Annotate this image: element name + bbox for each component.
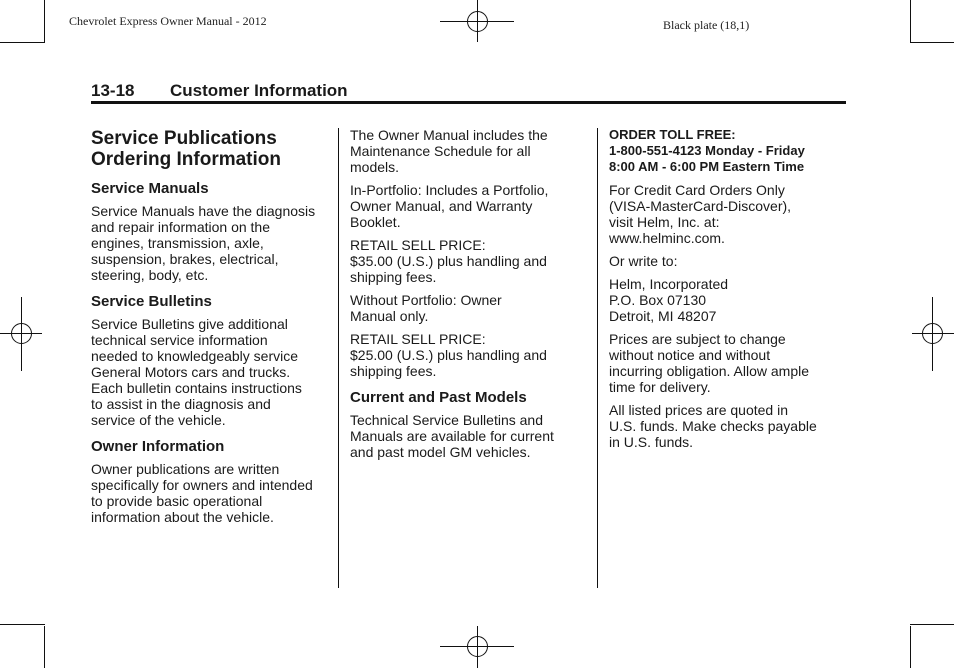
paragraph: Or write to: (609, 253, 678, 269)
crop-mark (910, 626, 911, 668)
crop-mark (44, 0, 45, 42)
paragraph: For Credit Card Orders Only (VISA-MasterCard-Discover), visit Helm, Inc. at: www.helminc.com. (609, 182, 792, 246)
paragraph: The Owner Manual includes the Maintenance Schedule for all models. (350, 127, 548, 175)
print-header-left: Chevrolet Express Owner Manual - 2012 (69, 14, 267, 28)
section-number: 13-18 (91, 81, 135, 100)
section-rule (91, 101, 846, 104)
paragraph: Without Portfolio: Owner Manual only. (350, 292, 502, 324)
crop-mark (0, 42, 45, 43)
paragraph: All listed prices are quoted in U.S. funds. Make checks payable in U.S. funds. (609, 402, 817, 450)
column-divider (597, 128, 598, 588)
paragraph: RETAIL SELL PRICE: $35.00 (U.S.) plus handling and shipping fees. (350, 237, 547, 285)
paragraph: Service Manuals have the diagnosis and repair information on the engines, transmission, axle, suspension, brakes, electrical, steering, body, etc. (91, 203, 316, 283)
page-title: Service Publications Ordering Information (91, 128, 281, 170)
subheading-owner-information: Owner Information (91, 438, 225, 455)
subheading-service-bulletins: Service Bulletins (91, 293, 212, 310)
mailing-address: Helm, Incorporated P.O. Box 07130 Detroit, MI 48207 (609, 276, 729, 324)
order-toll-free: ORDER TOLL FREE: 1-800-551-4123 Monday - Friday 8:00 AM - 6:00 PM Eastern Time (609, 127, 805, 174)
paragraph: Technical Service Bulletins and Manuals are available for current and past model GM vehicles. (350, 412, 554, 460)
paragraph: Service Bulletins give additional technical service information needed to knowledgeably service General Motors cars and trucks. Each bulletin contains instructions to assist in the diagnosis and service of the vehicle. (91, 316, 302, 428)
subheading-current-past-models: Current and Past Models (350, 389, 527, 406)
paragraph: RETAIL SELL PRICE: $25.00 (U.S.) plus handling and shipping fees. (350, 331, 547, 379)
column-3 (609, 127, 845, 457)
paragraph: In-Portfolio: Includes a Portfolio, Owner Manual, and Warranty Booklet. (350, 182, 549, 230)
crop-mark (910, 624, 954, 625)
paragraph: Prices are subject to change without notice and without incurring obligation. Allow ample time for delivery. (609, 331, 809, 395)
crop-mark (0, 624, 45, 625)
crop-mark (44, 626, 45, 668)
section-title: Customer Information (170, 81, 348, 100)
crop-mark (910, 42, 954, 43)
column-divider (338, 128, 339, 588)
paragraph: Owner publications are written specifically for owners and intended to provide basic operational information about the vehicle. (91, 461, 313, 525)
column-1 (91, 128, 327, 532)
subheading-service-manuals: Service Manuals (91, 180, 209, 197)
print-header-right: Black plate (18,1) (663, 18, 750, 32)
crop-mark (910, 0, 911, 42)
column-2 (350, 127, 586, 467)
